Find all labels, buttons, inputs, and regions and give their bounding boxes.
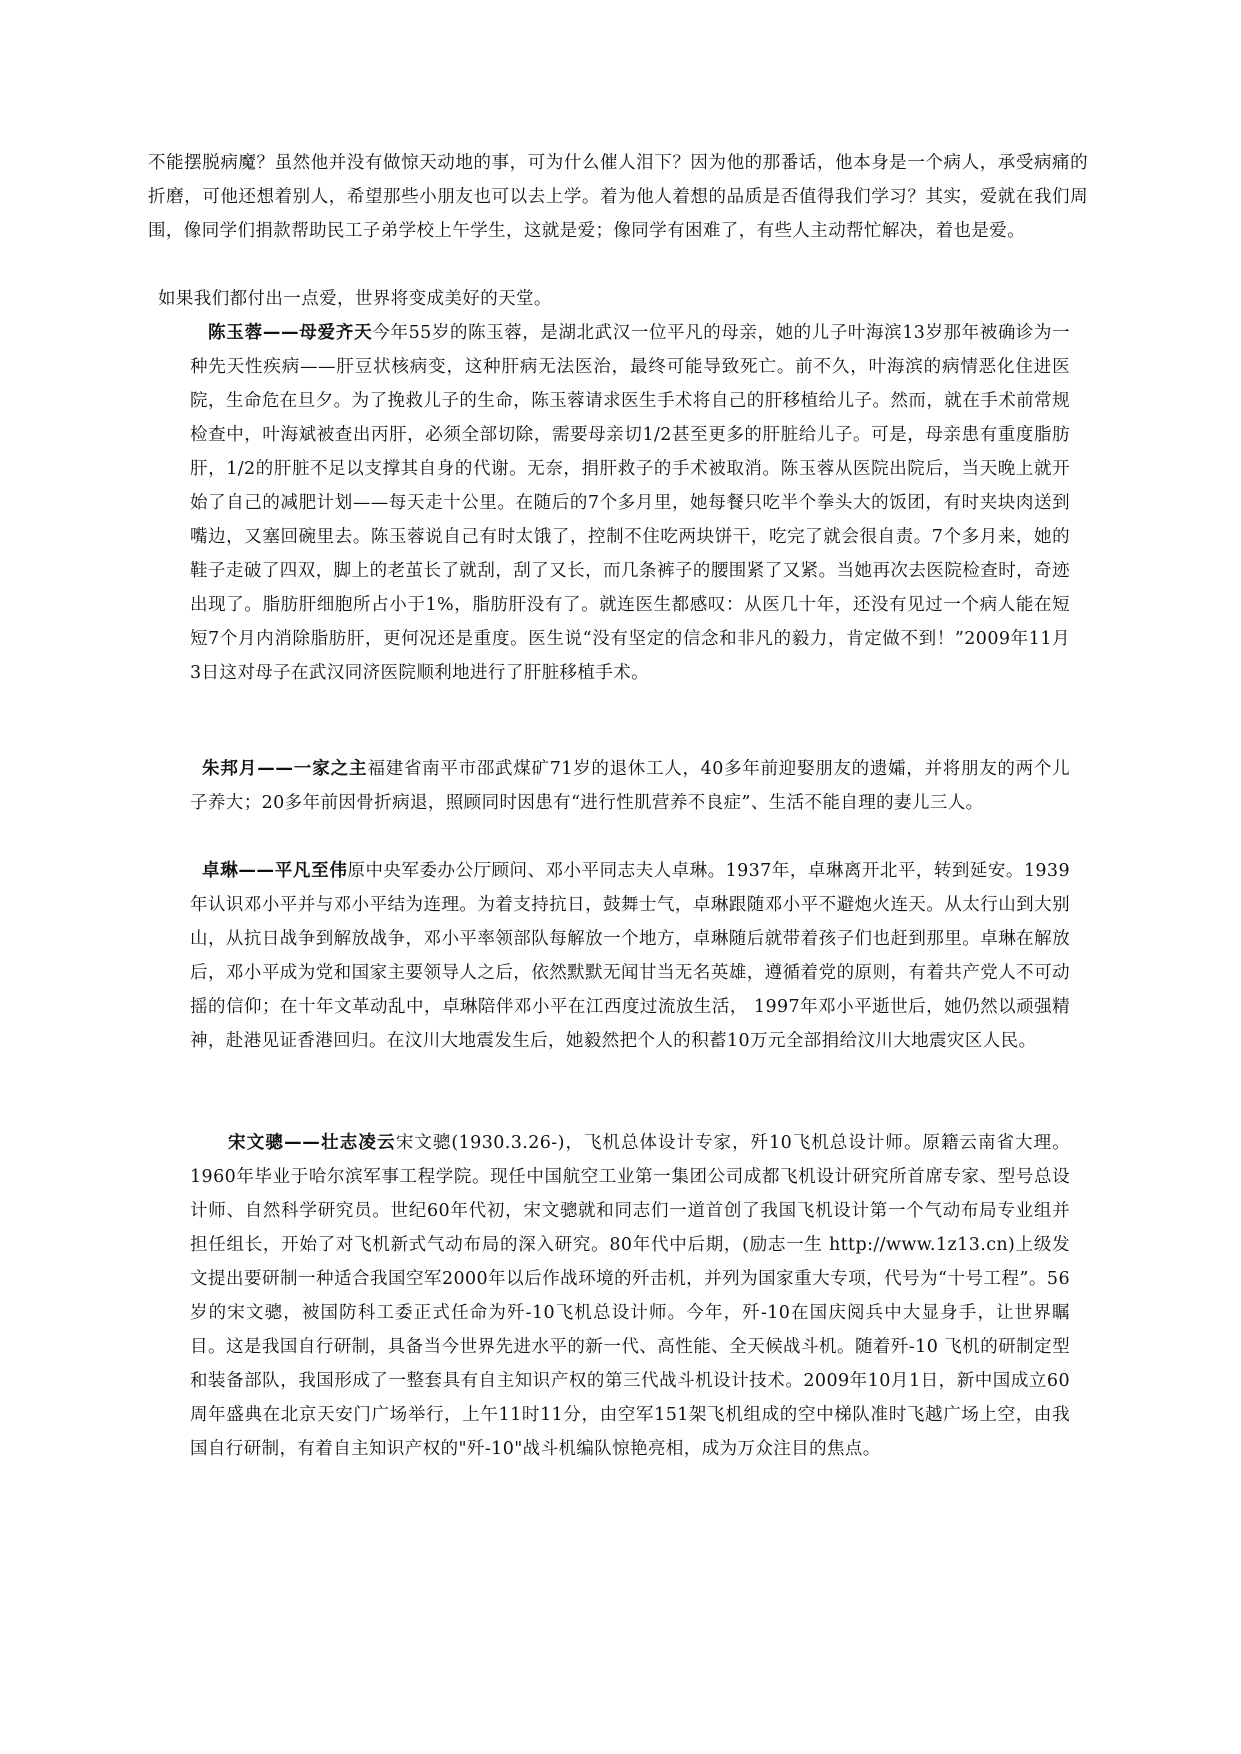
story-title: 朱邦月——一家之主 <box>202 759 368 779</box>
story-title: 陈玉蓉——母爱齐天 <box>208 323 373 343</box>
story-body: 原中央军委办公厅顾问、邓小平同志夫人卓琳。1937年，卓琳离开北平，转到延安。1939年认识邓小平并与邓小平结为连理。为着支持抗日，鼓舞士气，卓琳跟随邓小平不避炮火连天。从太行山到大别山，从抗日战争到解放战争，邓小平率领部队每解放一个地方，卓琳随后就带着孩子们也赶到那里。卓琳在解放后，邓小平成为党和国家主要领导人之后，依然默默无闻甘当无名英雄，遵循着党的原则，有着共产党人不可动摇的信仰；在十年文革动乱中，卓琳陪伴邓小平在江西度过流放生活， 1997年邓小平逝世后，她仍然以顽强精神，赴港见证香港回归。在汶川大地震发生后，她毅然把个人的积蓄10万元全部捐给汶川大地震灾区人民。 <box>190 861 1070 1051</box>
story-title: 卓琳——平凡至伟 <box>202 861 348 881</box>
story-body: 福建省南平市邵武煤矿71岁的退休工人，40多年前迎娶朋友的遗孀，并将朋友的两个儿子养大；20多年前因骨折病退，照顾同时因患有“进行性肌营养不良症”、生活不能自理的妻儿三人。 <box>190 759 1070 813</box>
story-paragraph-zhu-bangyue <box>190 752 1070 820</box>
story-body: 今年55岁的陈玉蓉，是湖北武汉一位平凡的母亲，她的儿子叶海滨13岁那年被确诊为一种先天性疾病——肝豆状核病变，这种肝病无法医治，最终可能导致死亡。前不久，叶海滨的病情恶化住进医院，生命危在旦夕。为了挽救儿子的生命，陈玉蓉请求医生手术将自己的肝移植给儿子。然而，就在手术前常规检查中，叶海斌被查出丙肝，必须全部切除，需要母亲切1/2甚至更多的肝脏给儿子。可是，母亲患有重度脂肪肝，1/2的肝脏不足以支撑其自身的代谢。无奈，捐肝救子的手术被取消。陈玉蓉从医院出院后，当天晚上就开始了自己的减肥计划——每天走十公里。在随后的7个多月里，她每餐只吃半个拳头大的饭团，有时夹块肉送到嘴边，又塞回碗里去。陈玉蓉说自己有时太饿了，控制不住吃两块饼干，吃完了就会很自责。7个多月来，她的鞋子走破了四双，脚上的老茧长了就刮，刮了又长，而几条裤子的腰围紧了又紧。当她再次去医院检查时，奇迹出现了。脂肪肝细胞所占小于1%，脂肪肝没有了。就连医生都感叹：从医几十年，还没有见过一个病人能在短短7个月内消除脂肪肝，更何况还是重度。医生说“没有坚定的信念和非凡的毅力，肯定做不到！”2009年11月3日这对母子在武汉同济医院顺利地进行了肝脏移植手术。 <box>190 323 1070 683</box>
intro-paragraph: 不能摆脱病魔？虽然他并没有做惊天动地的事，可为什么催人泪下？因为他的那番话，他本身是一个病人，承受病痛的折磨，可他还想着别人，希望那些小朋友也可以去上学。着为他人着想的品质是否值得我们学习？其实，爱就在我们周围，像同学们捐款帮助民工子弟学校上午学生，这就是爱；像同学有困难了，有些人主动帮忙解决，着也是爱。 <box>148 153 1088 241</box>
closing-paragraph: 如果我们都付出一点爱，世界将变成美好的天堂。 <box>158 289 552 309</box>
story-paragraph-chen-yurong <box>190 316 1070 690</box>
story-body: 宋文骢(1930.3.26-)，飞机总体设计专家，歼10飞机总设计师。原籍云南省大理。1960年毕业于哈尔滨军事工程学院。现任中国航空工业第一集团公司成都飞机设计研究所首席专家、型号总设计师、自然科学研究员。世纪60年代初，宋文骢就和同志们一道首创了我国飞机设计第一个气动布局专业组并担任组长，开始了对飞机新式气动布局的深入研究。80年代中后期，(励志一生 http://www.1z13.cn)上级发文提出要研制一种适合我国空军2000年以后作战环境的歼击机，并列为国家重大专项，代号为“十号工程”。56岁的宋文骢，被国防科工委正式任命为歼-10飞机总设计师。今年，歼-10在国庆阅兵中大显身手，让世界瞩目。这是我国自行研制，具备当今世界先进水平的新一代、高性能、全天候战斗机。随着歼-10 飞机的研制定型和装备部队，我国形成了一整套具有自主知识产权的第三代战斗机设计技术。2009年10月1日，新中国成立60周年盛典在北京天安门广场举行，上午11时11分，由空军151架飞机组成的空中梯队准时飞越广场上空，由我国自行研制，有着自主知识产权的"歼-10"战斗机编队惊艳亮相，成为万众注目的焦点。 <box>190 1133 1070 1459</box>
story-paragraph-zhuo-lin <box>190 854 1070 1058</box>
story-title: 宋文骢——壮志凌云 <box>228 1133 396 1153</box>
story-paragraph-song-wencong <box>190 1126 1070 1466</box>
